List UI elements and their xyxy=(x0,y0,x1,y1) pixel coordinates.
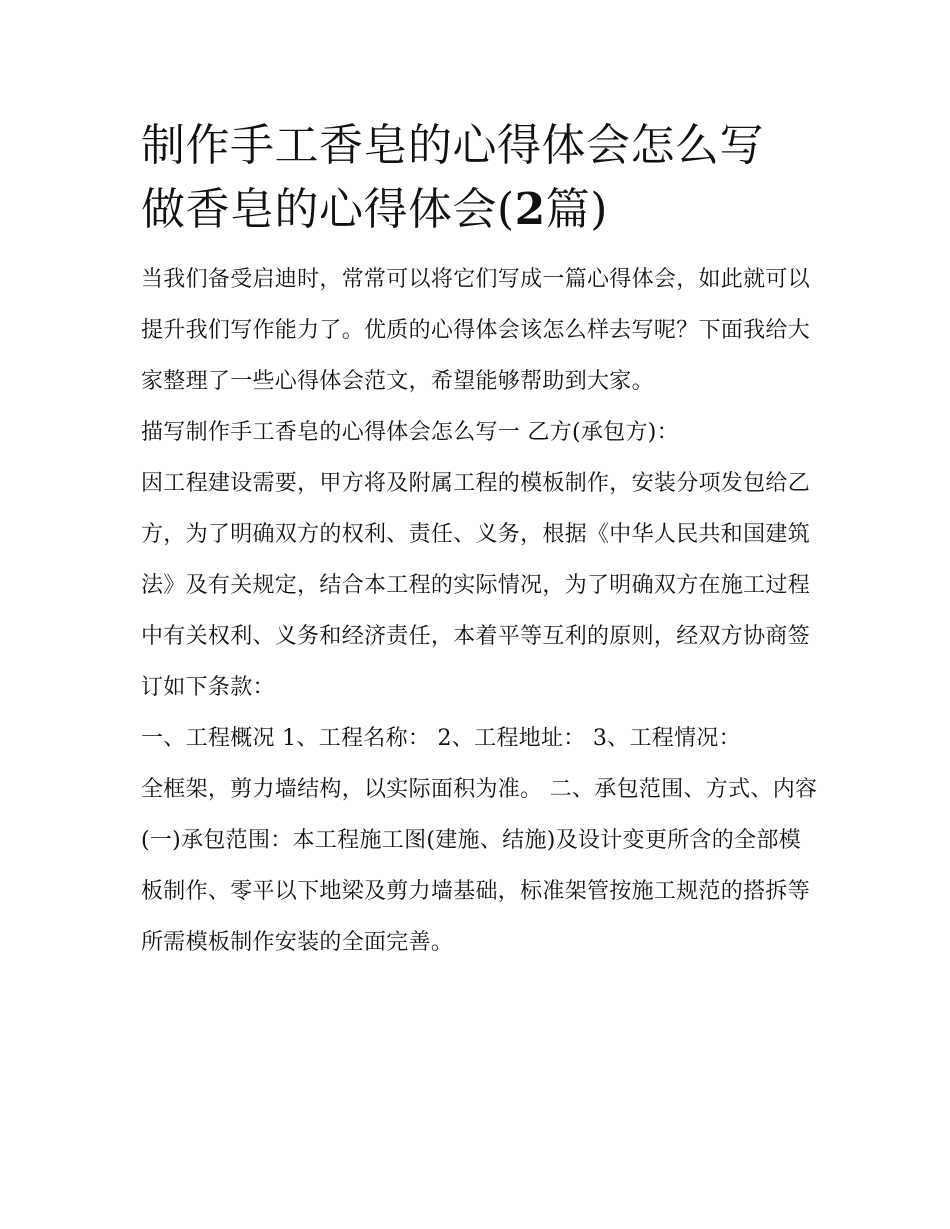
document-body xyxy=(141,114,821,968)
title-count: 2 xyxy=(514,184,546,235)
paragraph-intro: 当我们备受启迪时，常常可以将它们写成一篇心得体会，如此就可以提升我们写作能力了。优质的心得体会该怎么样去写呢？下面我给大家整理了一些心得体会范文，希望能够帮助到大家。 xyxy=(141,267,811,394)
paragraph-structure-scope: 全框架，剪力墙结构，以实际面积为准。 二、承包范围、方式、内容 xyxy=(141,777,818,802)
paragraph-contract-scope: (一)承包范围：本工程施工图(建施、结施)及设计变更所含的全部模板制作、零平以下地梁及剪力墙基础，标准架管按施工规范的搭拆等所需模板制作安装的全面完善。 xyxy=(141,828,811,955)
paragraph-heading-one: 描写制作手工香皂的心得体会怎么写一 乙方(承包方)： xyxy=(141,420,679,445)
paragraph-list xyxy=(141,254,821,968)
document-title: 制作手工香皂的心得体会怎么写 做香皂的心得体会(2篇) xyxy=(141,120,764,235)
paragraph-purpose: 因工程建设需要，甲方将及附属工程的模板制作，安装分项发包给乙方，为了明确双方的权利、责任、义务，根据《中华人民共和国建筑法》及有关规定，结合本工程的实际情况，为了明确双方在施工过程中有关权利、义务和经济责任，本着平等互利的原则，经双方协商签订如下条款： xyxy=(141,471,811,700)
paragraph-project-overview: 一、工程概况 1、工程名称： 2、工程地址： 3、工程情况： xyxy=(141,726,741,751)
